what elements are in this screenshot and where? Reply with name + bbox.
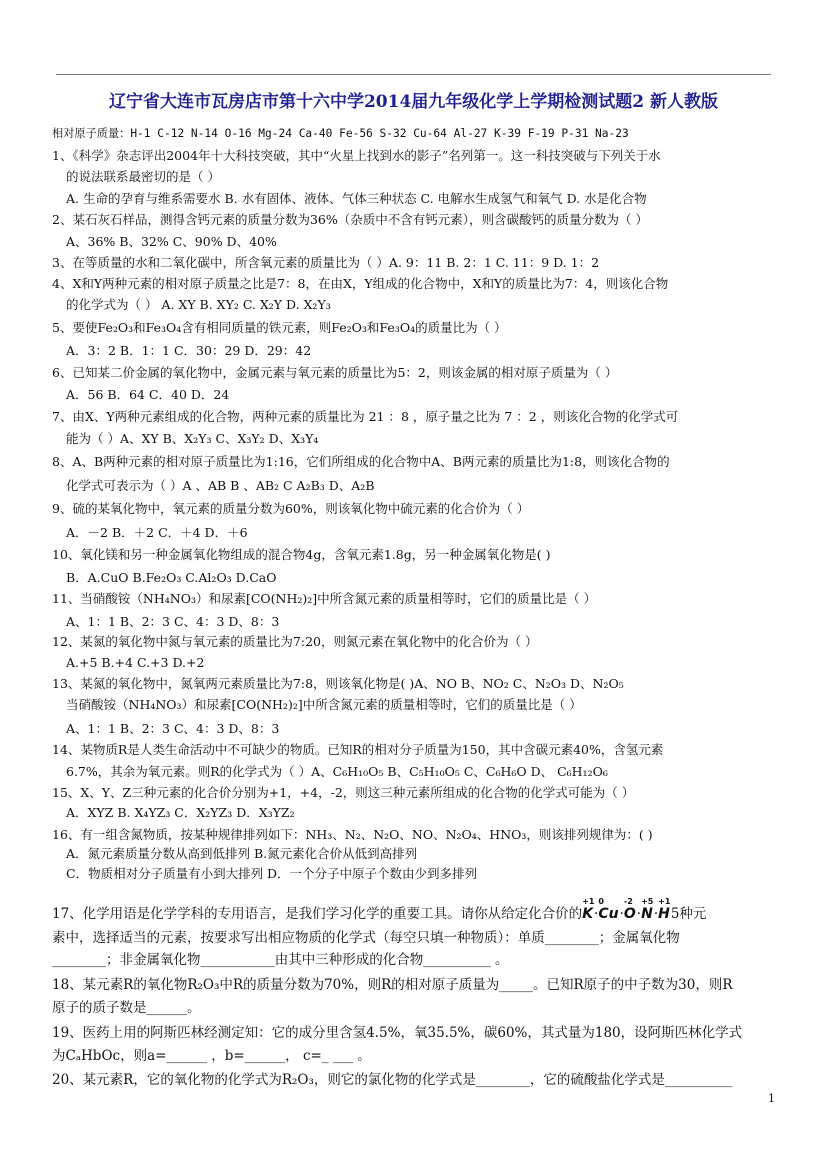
option-line: C．物质相对分子质量有小到大排列 D．一个分子中原子个数由少到多排列: [66, 866, 478, 881]
question-line: ________；非金属氧化物___________由其中三种形成的化合物__________ 。: [52, 952, 509, 968]
question-line: 15、X、Y、Z三种元素的化合价分别为+1，+4，-2，则这三种元素所组成的化合物的化学式可能为（ ）: [52, 785, 635, 800]
question-line: 16、有一组含氮物质，按某种规律排列如下：NH₃、N₂、N₂O、NO、N₂O₄、HNO₃，则该排列规律为：( ): [52, 827, 653, 842]
question-line: 8、A、B两种元素的相对原子质量比为1:16，它们所组成的化合物中A、B两元素的质量比为1:8，则该化合物的: [52, 454, 670, 469]
question-line: 18、某元素R的氧化物R₂O₃中R的质量分数为70%，则R的相对原子质量为_____。已知R原子的中子数为30，则R: [52, 977, 733, 993]
question-line: [52, 897, 707, 922]
question-line: 6、已知某二价金属的氧化物中，金属元素与氧元素的质量比为5：2，则该金属的相对原子质量为（ ）: [52, 365, 618, 380]
header-rule: [56, 74, 771, 75]
question-line: 6.7%，其余为氧元素。则R的化学式为（ ）A、C₆H₁₀O₅ B、C₅H₁₀O₅ C、C₆H₆O D、 C₆H₁₂O₆: [66, 764, 608, 779]
option-line: A．56 B．64 C．40 D．24: [66, 387, 230, 402]
question-line: 11、当硝酸铵（NH₄NO₃）和尿素[CO(NH₂)₂]中所含氮元素的质量相等时，它们的质量比是（ ）: [52, 591, 597, 606]
question-line: 能为（ ）A、XY B、X₂Y₃ C、X₃Y₂ D、X₃Y₄: [66, 431, 319, 446]
option-line: A、1：1 B、2：3 C、4：3 D、8：3: [66, 721, 280, 736]
question-line: 14、某物质R是人类生命活动中不可缺少的物质。已知R的相对分子质量为150，其中含碳元素40%，含氢元素: [52, 742, 664, 757]
q17-tail: 5种元: [670, 906, 707, 922]
page-title: 辽宁省大连市瓦房店市第十六中学2014届九年级化学上学期检测试题2 新人教版: [108, 92, 719, 112]
question-line: 素中，选择适当的元素，按要求写出相应物质的化学式（每空只填一种物质）：单质________；金属氧化物: [52, 930, 680, 946]
option-line: A．－2 B．＋2 C．＋4 D．＋6: [66, 525, 248, 540]
question-line: 原子的质子数是______。: [52, 1000, 201, 1016]
option-line: A、1：1 B、2：3 C、4：3 D、8：3: [66, 614, 280, 629]
question-line: 7、由X、Y两种元素组成的化合物，两种元素的质量比为 21 ：8 ，原子量之比为 7 ：2 ，则该化合物的化学式可: [52, 409, 679, 424]
question-line: 5、要使Fe₂O₃和Fe₃O₄含有相同质量的铁元素，则Fe₂O₃和Fe₃O₄的质量比为（ ）: [52, 320, 507, 335]
question-line: 3、在等质量的水和二氧化碳中，所含氧元素的质量比为（ ）A. 9：11 B. 2：1 C. 11：9 D. 1：2: [52, 255, 600, 270]
option-line: A．3：2 B．1：1 C．30：29 D．29：42: [66, 343, 312, 358]
question-line: 13、某氮的氧化物中，氮氧两元素质量比为7:8，则该氧化物是( )A、NO B、NO₂ C、N₂O₃ D、N₂O₅: [52, 676, 624, 691]
valence-cu: 0 Cu: [598, 897, 619, 922]
valence-o: -2 O: [623, 897, 636, 922]
option-line: B．A.CuO B.Fe₂O₃ C.Al₂O₃ D.CaO: [66, 570, 277, 585]
question-line: 当硝酸铵（NH₄NO₃）和尿素[CO(NH₂)₂]中所含氮元素的质量相等时，它们的质量比是（ ）: [66, 697, 582, 712]
question-line: 的化学式为（ ） A. XY B. XY₂ C. X₂Y D. X₂Y₃: [66, 297, 331, 312]
q17-text: 17、化学用语是化学学科的专用语言，是我们学习化学的重要工具。请你从给定化合价的: [52, 906, 583, 922]
question-line: 1、《科学》杂志评出2004年十大科技突破，其中“火星上找到水的影子”名列第一。这一科技突破与下列关于水: [52, 148, 661, 163]
question-line: 19、医药上用的阿斯匹林经测定知：它的成分里含氢4.5%，氧35.5%，碳60%，其式量为180，设阿斯匹林化学式: [52, 1025, 743, 1041]
question-line: 4、X和Y两种元素的相对原子质量之比是7：8，在由X，Y组成的化合物中，X和Y的质量比为7：4，则该化合物: [52, 276, 669, 291]
valence-h: +1 H: [658, 897, 671, 922]
question-line: 为CₐHbOc，则a=______ ，b=______， c=_ ___ 。: [52, 1048, 371, 1064]
valence-formula: +1 K· 0 Cu· -2 O· +5 N· +1 H: [582, 897, 671, 922]
question-line: 10、氧化镁和另一种金属氧化物组成的混合物4g，含氧元素1.8g，另一种金属氧化物是( ): [52, 547, 551, 562]
valence-n: +5 N: [641, 897, 654, 922]
atomic-masses: 相对原子质量：H-1 C-12 N-14 O-16 Mg-24 Ca-40 Fe-56 S-32 Cu-64 Al-27 K-39 F-19 P-31 Na-23: [52, 127, 629, 140]
question-line: 9、硫的某氧化物中，氧元素的质量分数为60%，则该氧化物中硫元素的化合价为（ ）: [52, 501, 530, 516]
option-line: A．XYZ B. X₄YZ₃ C．X₂YZ₃ D．X₃YZ₂: [66, 805, 295, 820]
option-line: A、36% B、32% C、90% D、40%: [66, 234, 277, 249]
option-line: A.+5 B.+4 C.+3 D.+2: [66, 655, 205, 670]
page-number: 1: [768, 1092, 775, 1105]
question-line: 20、某元素R，它的氧化物的化学式为R₂O₃，则它的氯化物的化学式是________，它的硫酸盐化学式是__________: [52, 1072, 733, 1088]
valence-k: +1 K: [582, 897, 595, 922]
question-line: 2、某石灰石样品，测得含钙元素的质量分数为36%（杂质中不含有钙元素），则含碳酸钙的质量分数为（ ）: [52, 212, 648, 227]
question-line: 12、某氮的氧化物中氮与氧元素的质量比为7:20，则氮元素在氧化物中的化合价为（ ）: [52, 634, 538, 649]
question-line: 的说法联系最密切的是（ ）: [66, 169, 220, 184]
option-line: A．氮元素质量分数从高到低排列 B.氮元素化合价从低到高排列: [66, 846, 418, 861]
option-line: A. 生命的孕育与维系需要水 B. 水有固体、液体、气体三种状态 C. 电解水生成氢气和氧气 D. 水是化合物: [66, 191, 647, 206]
question-line: 化学式可表示为（ ）A 、AB B 、AB₂ C A₂B₃ D、A₂B: [66, 478, 375, 493]
